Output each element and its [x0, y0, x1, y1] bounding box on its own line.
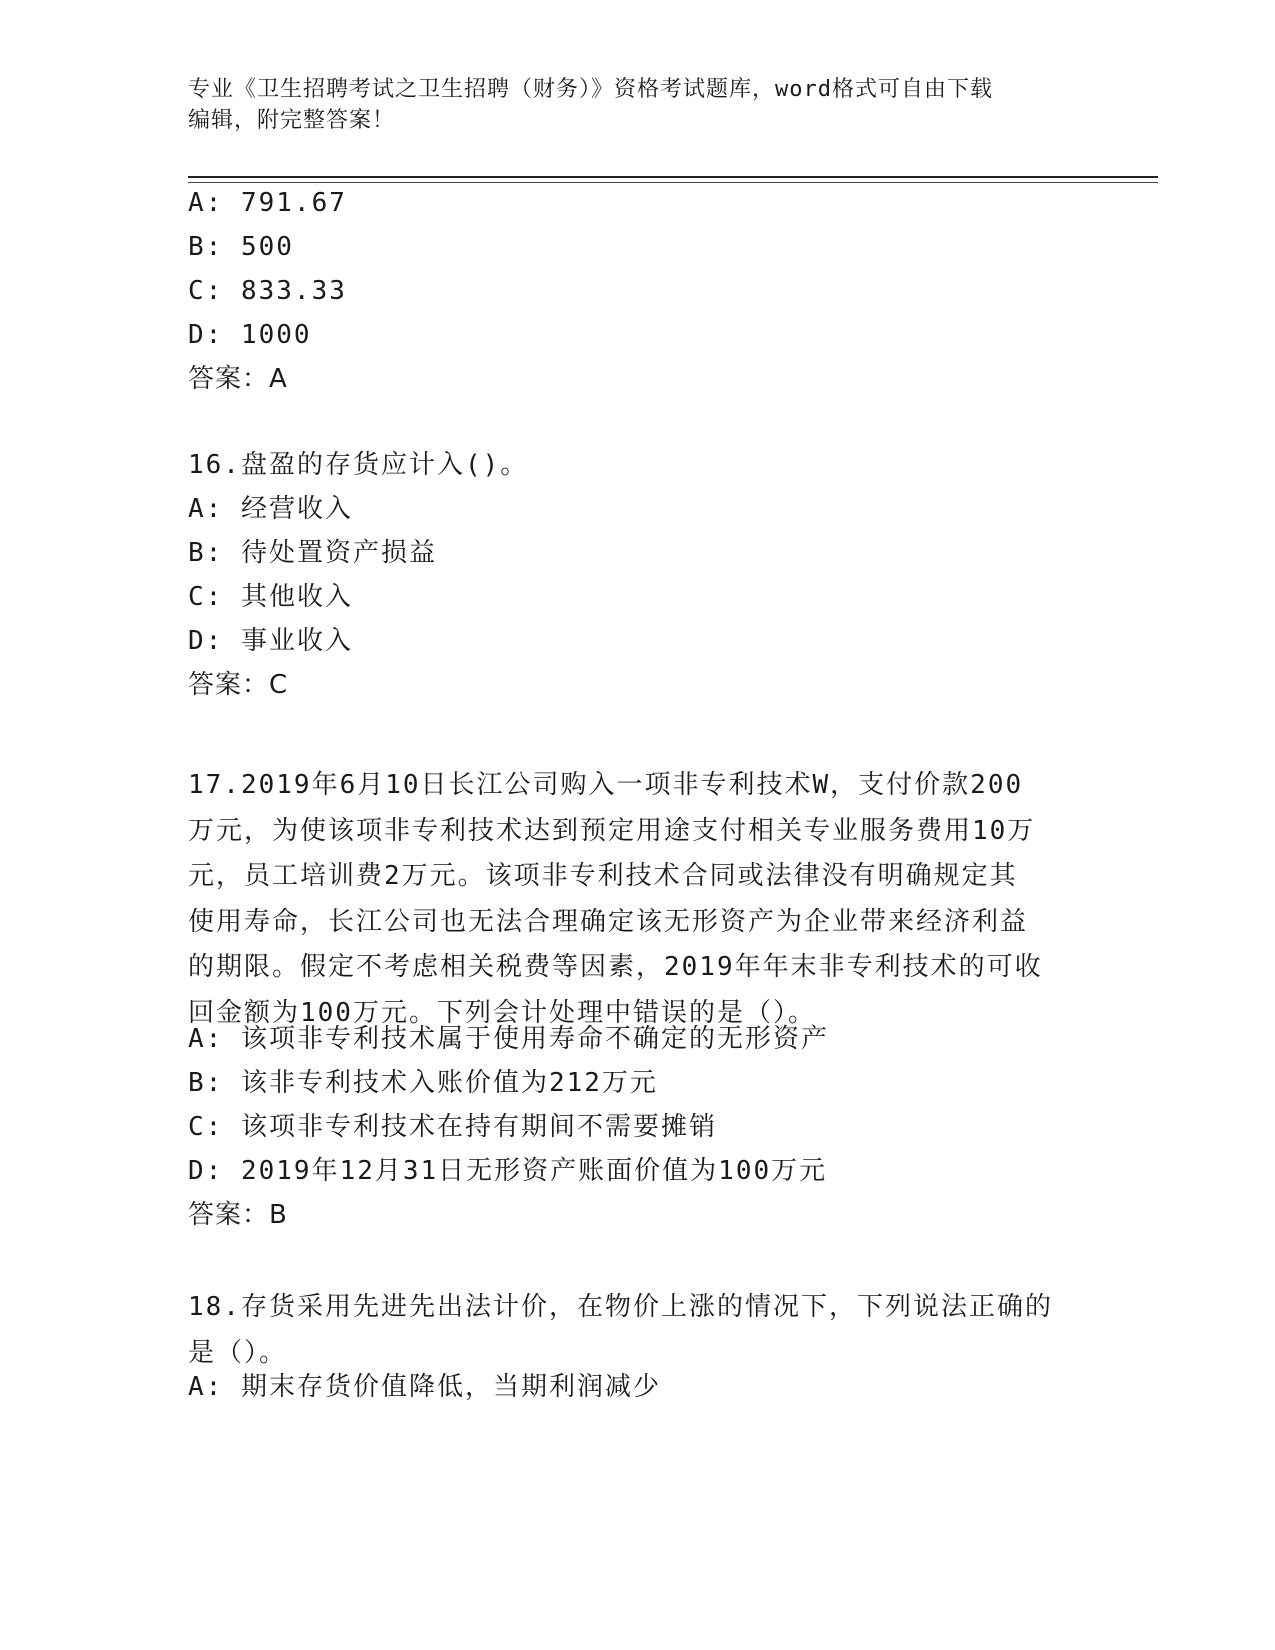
q17-stem-line-5: 的期限。假定不考虑相关税费等因素，2019年年末非专利技术的可收: [188, 952, 1043, 983]
q17-stem-line-2: 万元，为使该项非专利技术达到预定用途支付相关专业服务费用10万: [188, 815, 1036, 846]
q15-option-c: C: 833.33: [188, 276, 347, 306]
q18-stem-line-2: 是（）。: [188, 1337, 288, 1368]
q17-stem-line-1: 17.2019年6月10日长江公司购入一项非专利技术W，支付价款200: [188, 770, 1024, 800]
q17-option-c: C: 该项非专利技术在持有期间不需要摊销: [188, 1112, 717, 1142]
q18-stem-line-1: 18.存货采用先进先出法计价，在物价上涨的情况下，下列说法正确的: [188, 1292, 1053, 1322]
header-divider-thick: [188, 176, 1158, 178]
header-line-2: 编辑，附完整答案！: [188, 108, 396, 133]
q16-option-d: D: 事业收入: [188, 626, 353, 656]
q17-option-b: B: 该非专利技术入账价值为212万元: [188, 1068, 658, 1098]
q15-option-b: B: 500: [188, 232, 294, 262]
q16-option-a: A: 经营收入: [188, 494, 353, 524]
header-line-1: 专业《卫生招聘考试之卫生招聘（财务）》资格考试题库，word格式可自由下载: [188, 77, 993, 102]
q17-option-a: A: 该项非专利技术属于使用寿命不确定的无形资产: [188, 1024, 829, 1054]
q17-answer: 答案：B: [188, 1200, 288, 1230]
q17-option-d: D: 2019年12月31日无形资产账面价值为100万元: [188, 1156, 828, 1186]
q18-stem: [188, 1285, 1068, 1376]
q16-option-c: C: 其他收入: [188, 582, 353, 612]
q17-stem-line-4: 使用寿命，长江公司也无法合理确定该无形资产为企业带来经济利益: [188, 906, 1029, 937]
document-header: [188, 74, 1068, 136]
q15-option-a: A: 791.67: [188, 188, 347, 218]
header-divider-thin: [188, 182, 1158, 183]
q16-option-b: B: 待处置资产损益: [188, 538, 437, 568]
q15-option-d: D: 1000: [188, 320, 312, 350]
q17-stem: [188, 763, 1068, 1037]
q18-option-a: A: 期末存货价值降低，当期利润减少: [188, 1372, 661, 1402]
q16-stem: 16.盘盈的存货应计入()。: [188, 450, 529, 480]
q15-answer: 答案：A: [188, 364, 288, 394]
q16-answer: 答案：C: [188, 670, 289, 700]
q17-stem-line-6: 回金额为100万元。下列会计处理中错误的是（）。: [188, 997, 816, 1028]
q17-stem-line-3: 元，员工培训费2万元。该项非专利技术合同或法律没有明确规定其: [188, 861, 1018, 892]
